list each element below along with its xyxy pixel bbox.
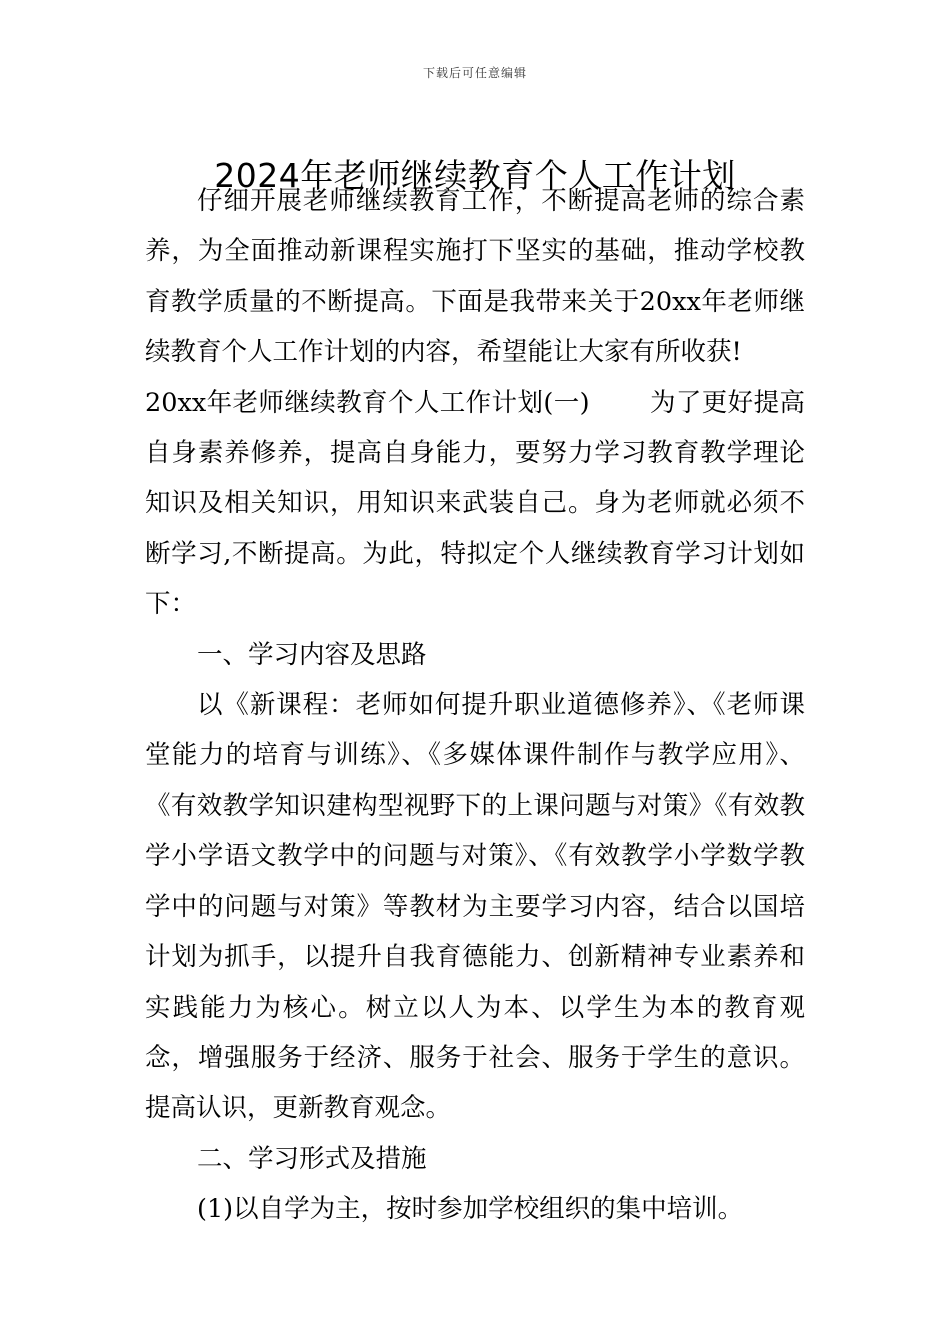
intro-paragraph: 仔细开展老师继续教育工作，不断提高老师的综合素养，为全面推动新课程实施打下坚实的基础，推动学校教育教学质量的不断提高。下面是我带来关于20xx年老师继续教育个人工作计划的内容，希望能让大家有所收获!	[145, 186, 805, 368]
plan-paragraph	[145, 378, 805, 630]
plan-intro: 为了更好提高自身素养修养，提高自身能力，要努力学习教育教学理论知识及相关知识，用知识来武装自己。身为老师就必须不断学习,不断提高。为此，特拟定个人继续教育学习计划如下：	[145, 387, 805, 620]
section-2-heading: 二、学习形式及措施	[197, 1143, 427, 1174]
document-title: 2024年老师继续教育个人工作计划	[214, 156, 736, 196]
header-note: 下载后可任意编辑	[422, 66, 527, 80]
section-1-body: 以《新课程：老师如何提升职业道德修养》、《老师课堂能力的培育与训练》、《多媒体课件制作与教学应用》、《有效教学知识建构型视野下的上课问题与对策》《有效教学小学语文教学中的问题与对策》、《有效教学小学数学教学中的问题与对策》等教材为主要学习内容，结合以国培计划为抓手，以提升自我育德能力、创新精神专业素养和实践能力为核心。树立以人为本、以学生为本的教育观念，增强服务于经济、服务于社会、服务于学生的意识。提高认识，更新教育观念。	[145, 690, 805, 1124]
section-2-item-1: (1)以自学为主，按时参加学校组织的集中培训。	[197, 1194, 744, 1225]
plan-heading: 20xx年老师继续教育个人工作计划(一)	[145, 387, 590, 418]
document-body	[145, 176, 805, 1235]
section-1-heading: 一、学习内容及思路	[197, 639, 427, 670]
